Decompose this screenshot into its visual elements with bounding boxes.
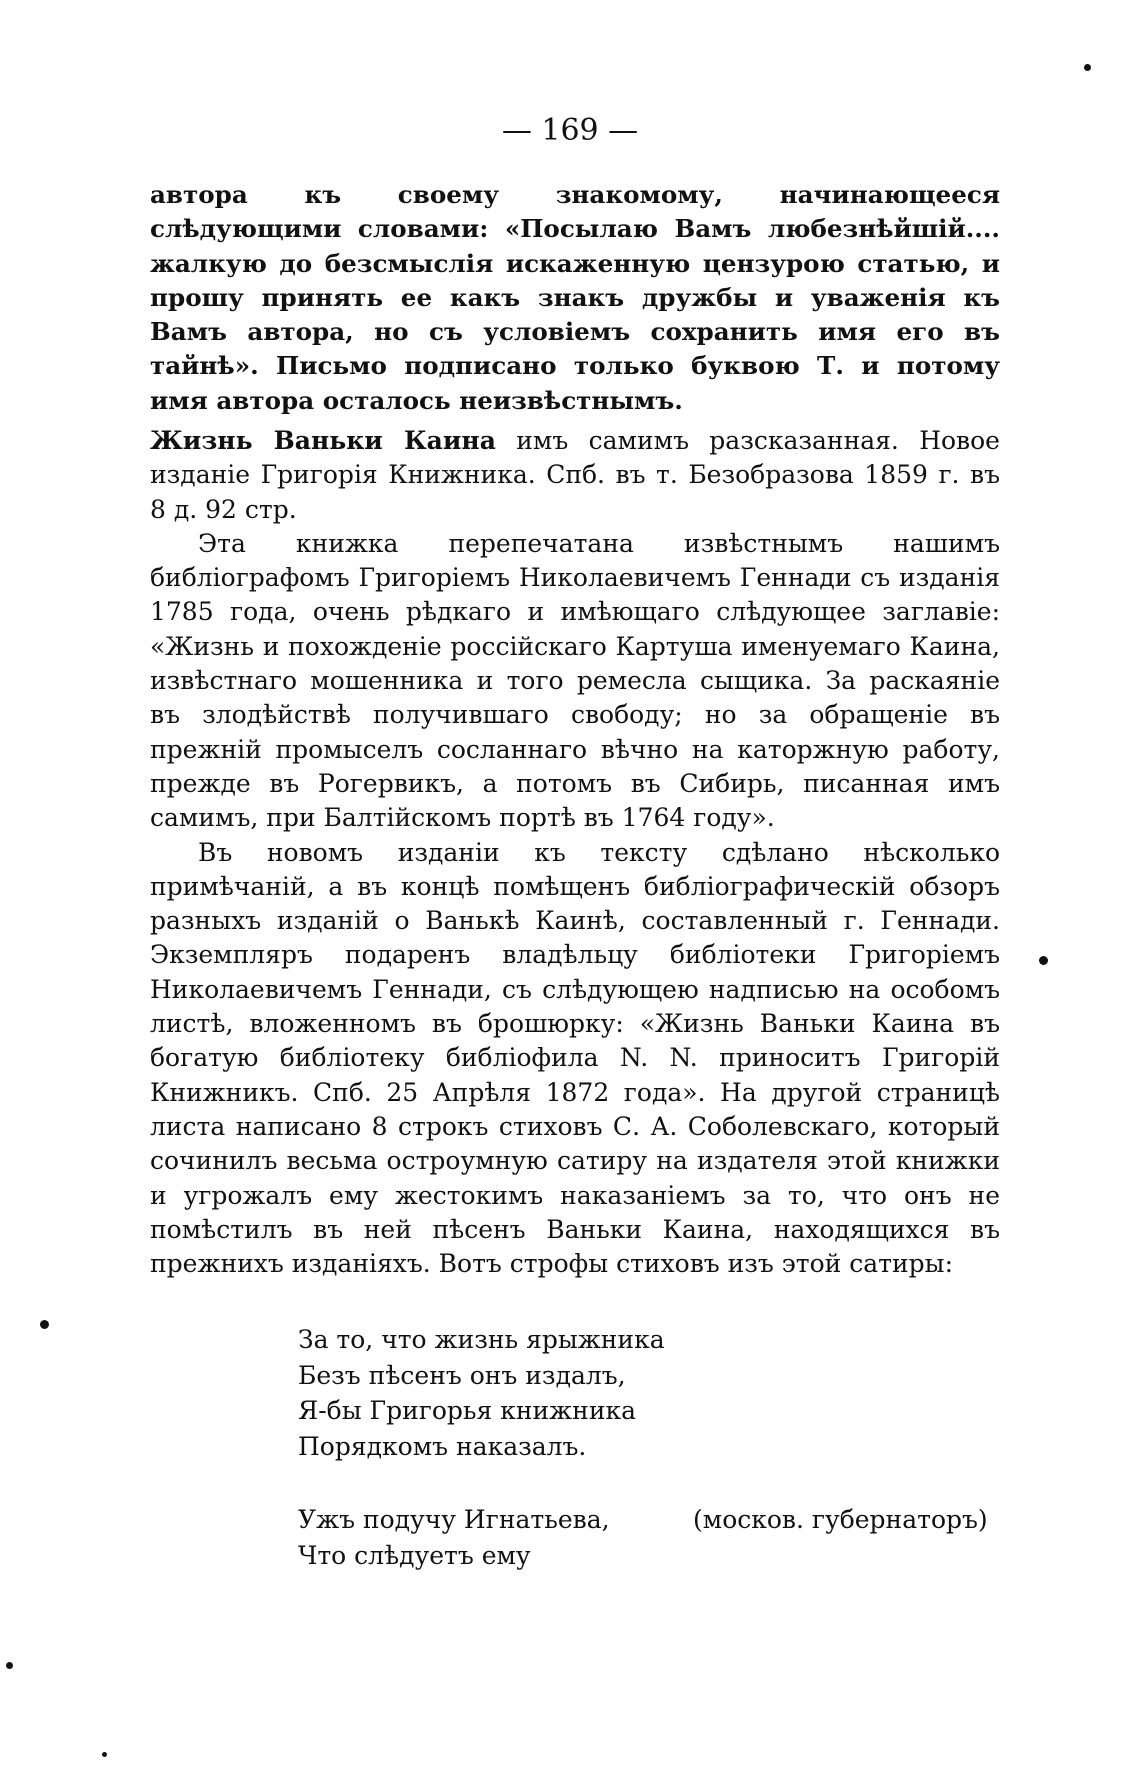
paragraph-new-edition: Въ новомъ изданіи къ тексту сдѣлано нѣсколько примѣчаній, а въ концѣ помѣщенъ библіографическій обзоръ разныхъ изданій о Ванькѣ Каинѣ, составленный г. Геннади. Экземпляръ подаренъ владѣльцу библіотеки Григоріемъ Николаевичемъ Геннади, съ слѣдующею надписью на особомъ листѣ, вложенномъ въ брошюрку: «Жизнь Ваньки Каина въ богатую библіотеку библіофила N. N. приноситъ Григорій Книжникъ. Спб. 25 Апрѣля 1872 года». На другой страницѣ листа написано 8 строкъ стиховъ С. А. Соболевскаго, который сочинилъ весьма остроумную сатиру на издателя этой книжки и угрожалъ ему жестокимъ наказаніемъ за то, что онъ не помѣстилъ въ ней пѣсенъ Ваньки Каина, находящихся въ прежнихъ изданіяхъ. Вотъ строфы стиховъ изъ этой сатиры:	[150, 837, 1000, 1279]
verse-line-text: Ужъ подучу Игнатьева,	[298, 1505, 610, 1534]
verse-line: За то, что жизнь ярыжника	[298, 1325, 665, 1354]
scan-speck	[1039, 956, 1048, 965]
entry-title-lead: Жизнь Ваньки Каина	[150, 426, 496, 455]
verse-line: Порядкомъ наказалъ.	[298, 1431, 587, 1461]
scan-speck	[6, 1662, 13, 1669]
scan-speck	[40, 1320, 49, 1329]
verse-stanza-1	[298, 1322, 1018, 1464]
verse-line	[298, 1502, 1018, 1538]
verse-line: Безъ пѣсенъ онъ издалъ,	[298, 1360, 626, 1390]
scan-speck	[1084, 64, 1091, 71]
entry-title-rest: имъ самимъ разсказанная. Новое изданіе Григорія Книжника. Спб. въ т. Безобразова 1859 г. въ 8 д. 92 стр.	[150, 426, 1000, 524]
page-number: — 169 —	[501, 113, 639, 148]
text-block-entry	[150, 424, 1000, 1281]
verse-line: Я-бы Григорья книжника	[298, 1396, 637, 1425]
text-block-intro	[150, 178, 1000, 418]
scan-speck	[102, 1752, 107, 1757]
entry-title	[150, 424, 1000, 527]
paragraph-reprint: Эта книжка перепечатана извѣстнымъ нашимъ библіографомъ Григоріемъ Николаевичемъ Геннади съ изданія 1785 года, очень рѣдкаго и имѣющаго слѣдующее заглавіе: «Жизнь и похожденіе россійскаго Картуша именуемаго Каина, извѣстнаго мошенника и того ремесла сыщика. За раскаяніе въ злодѣйствѣ получившаго свободу; но за обращеніе въ прежній промыселъ сосланнаго вѣчно на каторжную работу, прежде въ Рогервикъ, а потомъ въ Сибирь, писанная имъ самимъ, при Балтійскомъ портѣ въ 1764 году».	[150, 528, 1000, 833]
verse-footnote: (москов. губернаторъ)	[693, 1505, 988, 1534]
verse-line: Что слѣдуетъ ему	[298, 1540, 531, 1570]
paragraph-letter-quote: автора къ своему знакомому, начинающееся слѣдующими словами: «Посылаю Вамъ любезнѣйшій.... жалкую до безсмыслія искаженную цензурою статью, и прошу принять ее какъ знакъ дружбы и уваженія къ Вамъ автора, но съ условіемъ сохранить имя его въ тайнѣ». Письмо подписано только буквою Т. и потому имя автора осталось неизвѣстнымъ.	[150, 180, 1000, 415]
verse-stanza-2	[298, 1502, 1018, 1573]
